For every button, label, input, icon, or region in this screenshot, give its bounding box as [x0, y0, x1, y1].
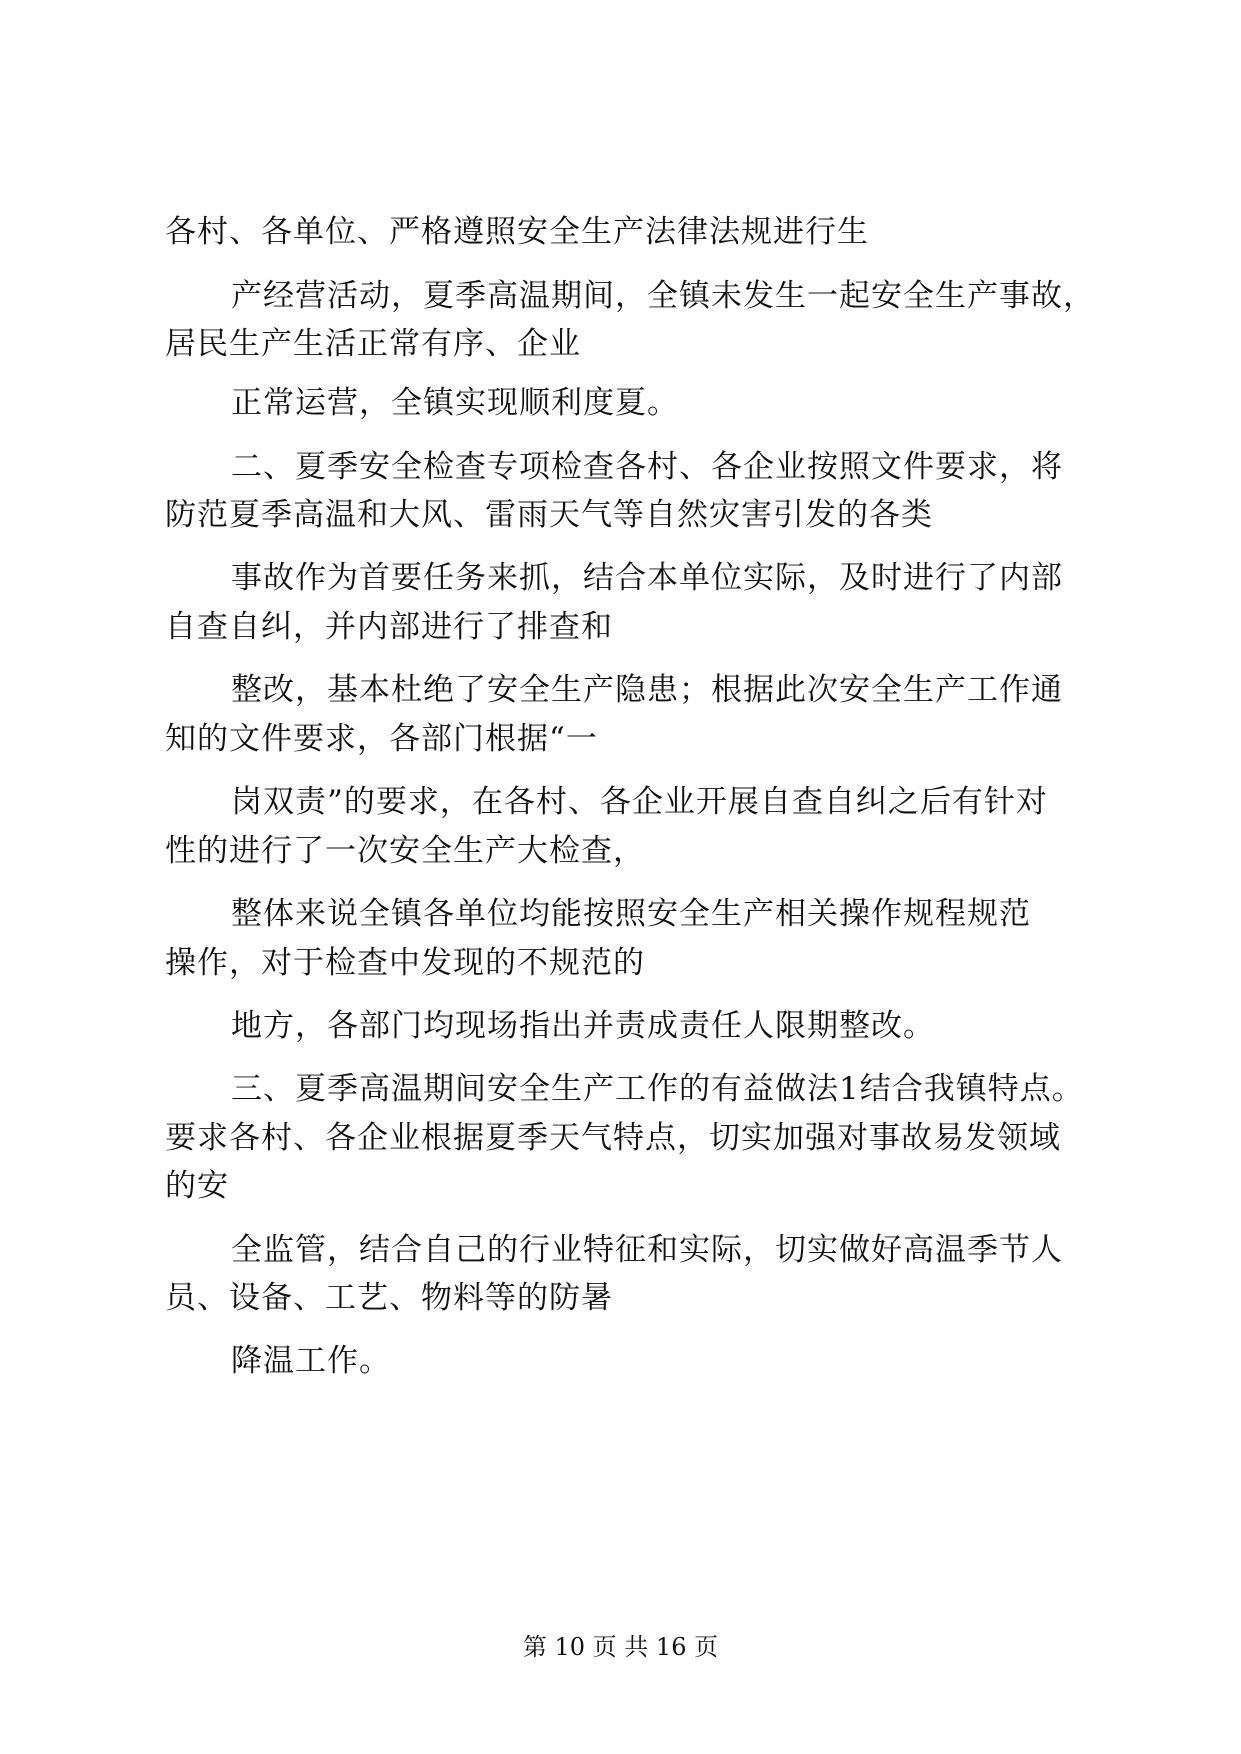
page-number: 第 10 页 共 16 页 [522, 1633, 719, 1661]
text-line: 产经营活动，夏季高温期间，全镇未发生一起安全生产事故， [231, 278, 1095, 314]
text-line: 全监管，结合自己的行业特征和实际，切实做好高温季节人 [231, 1232, 1063, 1268]
text-line: 岗双责”的要求，在各村、各企业开展自查自纠之后有针对 [231, 784, 1048, 820]
text-line: 事故作为首要任务来抓，结合本单位实际，及时进行了内部 [231, 560, 1063, 596]
text-line: 居民生产生活正常有序、企业 [165, 326, 581, 362]
text-line: 性的进行了一次安全生产大检查， [165, 833, 645, 869]
text-line: 员、设备、工艺、物料等的防暑 [165, 1280, 613, 1316]
text-line: 降温工作。 [231, 1343, 391, 1379]
text-line: 整改，基本杜绝了安全生产隐患；根据此次安全生产工作通 [231, 672, 1063, 708]
text-line: 要求各村、各企业根据夏季天气特点，切实加强对事故易发领域 [165, 1120, 1061, 1156]
text-line: 自查自纠，并内部进行了排查和 [165, 609, 613, 645]
text-line: 各村、各单位、严格遵照安全生产法律法规进行生 [165, 214, 869, 250]
text-line: 三、夏季高温期间安全生产工作的有益做法1结合我镇特点。 [231, 1071, 1084, 1107]
text-line: 整体来说全镇各单位均能按照安全生产相关操作规程规范 [231, 896, 1031, 932]
text-line: 地方，各部门均现场指出并责成责任人限期整改。 [231, 1008, 935, 1044]
text-line: 正常运营，全镇实现顺利度夏。 [231, 385, 679, 421]
text-line: 操作，对于检查中发现的不规范的 [165, 945, 645, 981]
text-line: 防范夏季高温和大风、雷雨天气等自然灾害引发的各类 [165, 497, 933, 533]
text-line: 知的文件要求，各部门根据“一 [165, 721, 598, 757]
text-line: 二、夏季安全检查专项检查各村、各企业按照文件要求，将 [231, 449, 1063, 485]
text-line: 的安 [165, 1168, 229, 1204]
